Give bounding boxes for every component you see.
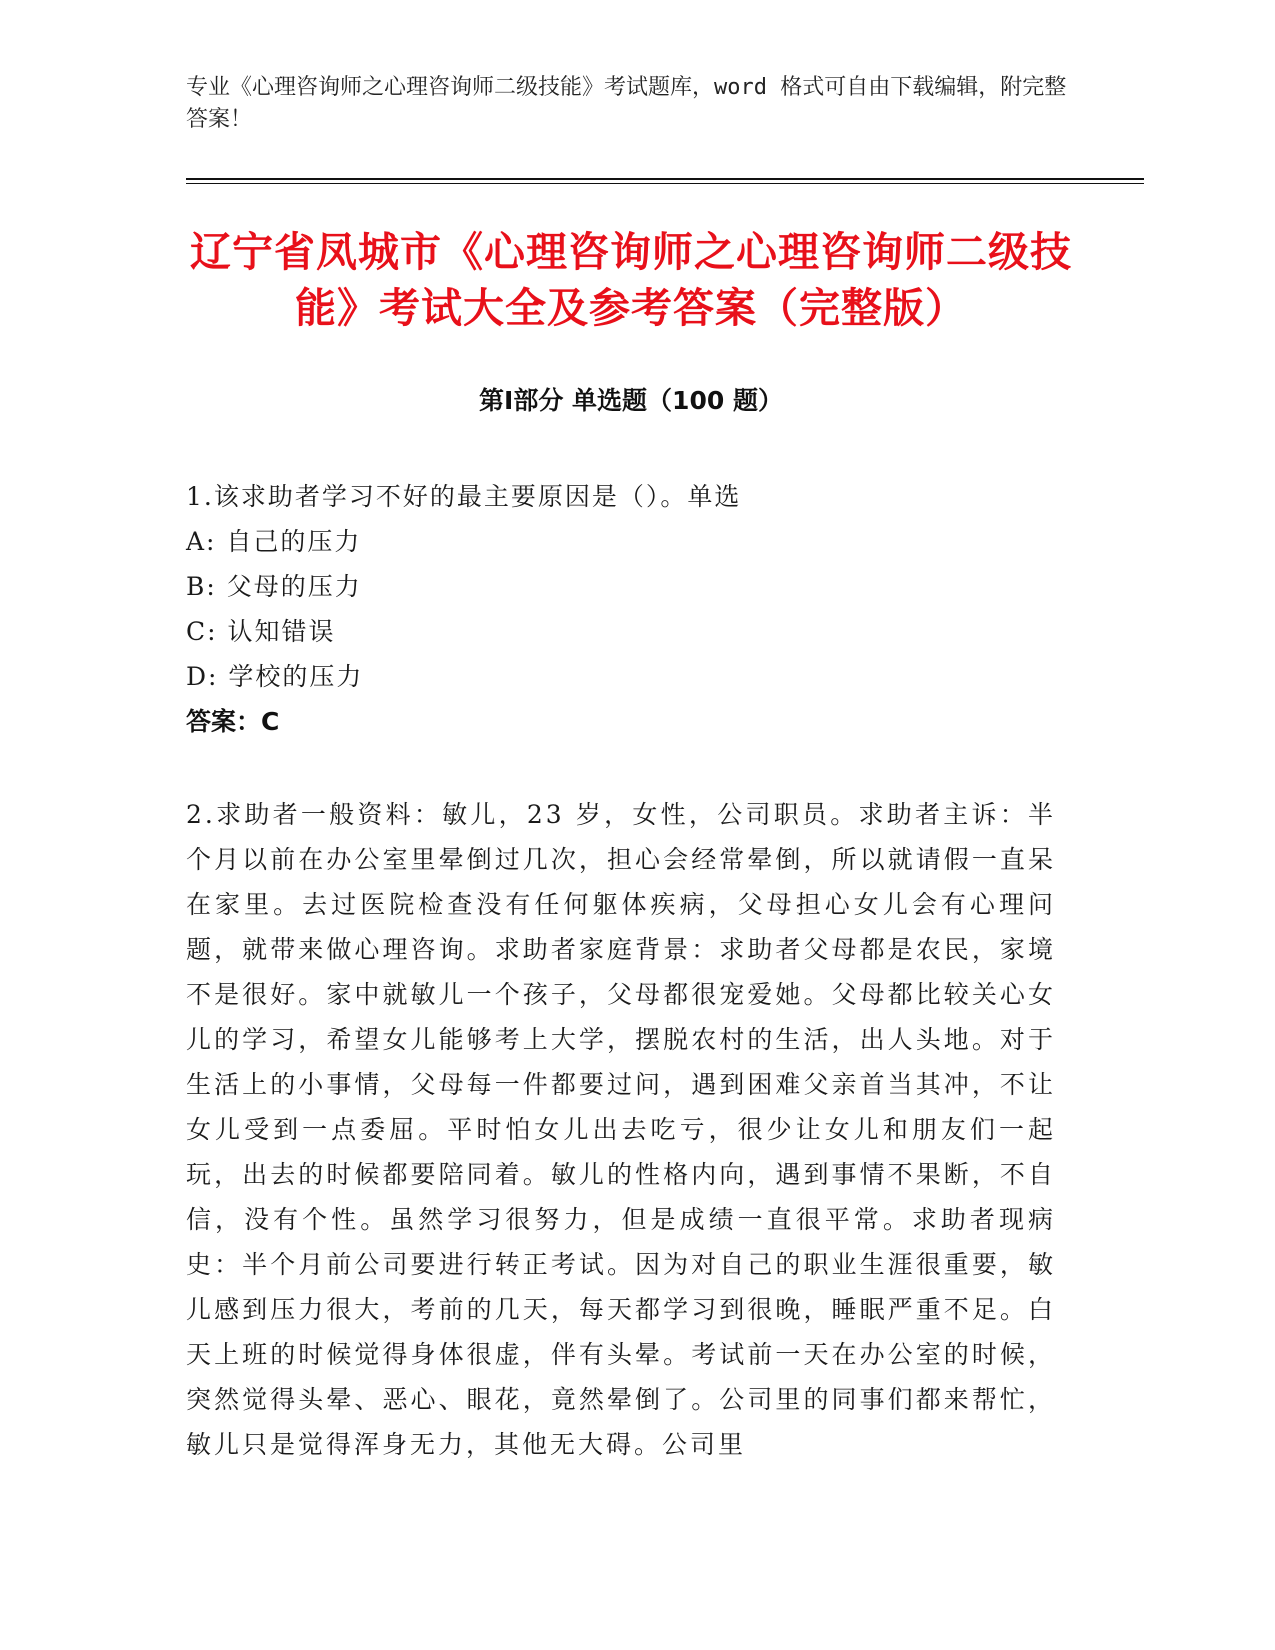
section-title: 第Ⅰ部分 单选题（100 题） — [479, 386, 783, 415]
header-divider-thin — [186, 183, 1144, 184]
document-title: 辽宁省凤城市《心理咨询师之心理咨询师二级技能》考试大全及参考答案（完整版） — [190, 228, 1072, 332]
question-stem: 2.求助者一般资料：敏儿，23 岁，女性，公司职员。求助者主诉：半个月以前在办公室里晕倒过几次，担心会经常晕倒，所以就请假一直呆在家里。去过医院检查没有任何躯体疾病，父母担心女儿会有心理问题，就带来做心理咨询。求助者家庭背景：求助者父母都是农民，家境不是很好。家中就敏儿一个孩子，父母都很宠爱她。父母都比较关心女儿的学习，希望女儿能够考上大学，摆脱农村的生活，出人头地。对于生活上的小事情，父母每一件都要过问，遇到困难父亲首当其冲，不让女儿受到一点委屈。平时怕女儿出去吃亏，很少让女儿和朋友们一起玩，出去的时候都要陪同着。敏儿的性格内向，遇到事情不果断，不自信，没有个性。虽然学习很努力，但是成绩一直很平常。求助者现病史：半个月前公司要进行转正考试。因为对自己的职业生涯很重要，敏儿感到压力很大，考前的几天，每天都学习到很晚，睡眠严重不足。白天上班的时候觉得身体很虚，伴有头晕。考试前一天在办公室的时候，突然觉得头晕、恶心、眼花，竟然晕倒了。公司里的同事们都来帮忙，敏儿只是觉得浑身无力，其他无大碍。公司里 — [186, 800, 1056, 1459]
answer-label: 答案：C — [186, 707, 280, 736]
option-d: D: 学校的压力 — [186, 662, 364, 691]
question-2 — [186, 792, 1056, 1467]
question-1 — [186, 474, 1056, 744]
option-b: B: 父母的压力 — [186, 572, 362, 601]
option-a: A: 自己的压力 — [186, 527, 362, 556]
question-stem: 1.该求助者学习不好的最主要原因是（）。单选 — [186, 482, 742, 511]
option-c: C: 认知错误 — [186, 617, 336, 646]
header-note: 专业《心理咨询师之心理咨询师二级技能》考试题库，word 格式可自由下载编辑，附完整答案！ — [186, 75, 1067, 132]
header-divider-thick — [186, 178, 1144, 180]
